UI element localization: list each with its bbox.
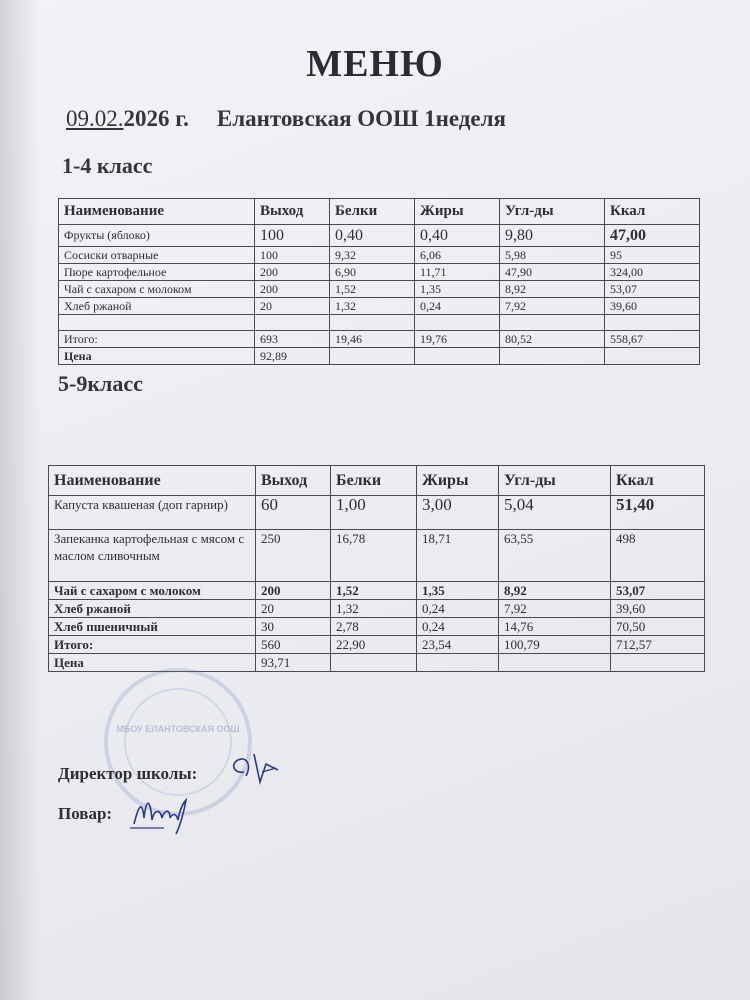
date-underlined: 09.02. <box>66 106 124 131</box>
table-header-row <box>59 199 700 225</box>
cell: 19,76 <box>415 331 500 348</box>
cell: 1,32 <box>331 600 417 618</box>
cell: 11,71 <box>415 264 500 281</box>
cell: 47,00 <box>605 225 700 247</box>
cell: 0,24 <box>417 600 499 618</box>
cell: 200 <box>255 281 330 298</box>
col-header: Жиры <box>417 466 499 496</box>
cell: 53,07 <box>605 281 700 298</box>
total-label: Итого: <box>59 331 255 348</box>
table-row <box>49 530 705 582</box>
stamp-text: МБОУ ЕЛАНТОВСКАЯ ООШ <box>116 724 240 734</box>
cell: 200 <box>255 264 330 281</box>
cell: 80,52 <box>500 331 605 348</box>
dish-name: Чай с сахаром с молоком <box>49 582 256 600</box>
empty-cell <box>255 315 330 331</box>
col-header: Угл-ды <box>500 199 605 225</box>
page-shadow <box>0 0 40 1000</box>
menu-table-5-9 <box>48 465 705 672</box>
empty-cell <box>331 654 417 672</box>
cell: 39,60 <box>611 600 705 618</box>
col-header: Выход <box>256 466 331 496</box>
cell: 19,46 <box>330 331 415 348</box>
menu-table-1-4 <box>58 198 700 365</box>
table-row <box>59 225 700 247</box>
school-name: Елантовская ООШ 1неделя <box>216 106 506 131</box>
table-row <box>49 582 705 600</box>
table-row <box>49 600 705 618</box>
dish-name: Запеканка картофельная с мясом с маслом сливочным <box>49 530 256 582</box>
cell: 100 <box>255 247 330 264</box>
cell: 0,24 <box>417 618 499 636</box>
class-label-1-4: 1-4 класс <box>62 153 153 178</box>
cell: 60 <box>256 496 331 530</box>
col-header: Белки <box>331 466 417 496</box>
cell: 63,55 <box>499 530 611 582</box>
cell: 6,06 <box>415 247 500 264</box>
cell: 70,50 <box>611 618 705 636</box>
dish-name: Сосиски отварные <box>59 247 255 264</box>
table-row-total <box>59 331 700 348</box>
cell: 0,24 <box>415 298 500 315</box>
cell: 8,92 <box>499 582 611 600</box>
cell: 1,35 <box>415 281 500 298</box>
col-header: Наименование <box>49 466 256 496</box>
empty-cell <box>605 315 700 331</box>
cell: 7,92 <box>500 298 605 315</box>
col-header: Ккал <box>611 466 705 496</box>
total-label: Итого: <box>49 636 256 654</box>
director-signature-label: Директор школы: <box>58 764 198 783</box>
cell: 5,98 <box>500 247 605 264</box>
empty-cell <box>415 315 500 331</box>
cell: 5,04 <box>499 496 611 530</box>
cell: 3,00 <box>417 496 499 530</box>
cell: 0,40 <box>330 225 415 247</box>
empty-cell <box>415 348 500 365</box>
table-row <box>59 298 700 315</box>
col-header: Жиры <box>415 199 500 225</box>
cell: 558,67 <box>605 331 700 348</box>
cell: 2,78 <box>331 618 417 636</box>
empty-cell <box>605 348 700 365</box>
cell: 1,52 <box>330 281 415 298</box>
table-row-price <box>59 348 700 365</box>
col-header: Белки <box>330 199 415 225</box>
cell: 250 <box>256 530 331 582</box>
cell: 95 <box>605 247 700 264</box>
table-row-total <box>49 636 705 654</box>
cell: 324,00 <box>605 264 700 281</box>
cell: 22,90 <box>331 636 417 654</box>
cell: 100,79 <box>499 636 611 654</box>
cell: 23,54 <box>417 636 499 654</box>
cell: 1,52 <box>331 582 417 600</box>
cell: 712,57 <box>611 636 705 654</box>
table-row <box>59 264 700 281</box>
cell: 51,40 <box>611 496 705 530</box>
table-header-row <box>49 466 705 496</box>
empty-cell <box>500 315 605 331</box>
dish-name: Хлеб пшеничный <box>49 618 256 636</box>
empty-cell <box>611 654 705 672</box>
table-row-empty <box>59 315 700 331</box>
col-header: Наименование <box>59 199 255 225</box>
price-label: Цена <box>49 654 256 672</box>
cell: 53,07 <box>611 582 705 600</box>
dish-name: Фрукты (яблоко) <box>59 225 255 247</box>
cell: 39,60 <box>605 298 700 315</box>
cell: 20 <box>255 298 330 315</box>
cell: 560 <box>256 636 331 654</box>
cell: 0,40 <box>415 225 500 247</box>
dish-name: Чай с сахаром с молоком <box>59 281 255 298</box>
cell: 1,00 <box>331 496 417 530</box>
empty-cell <box>330 315 415 331</box>
cell: 498 <box>611 530 705 582</box>
cell: 200 <box>256 582 331 600</box>
cell: 100 <box>255 225 330 247</box>
empty-cell <box>499 654 611 672</box>
menu-header <box>66 106 506 132</box>
table-row <box>49 496 705 530</box>
cook-signature-icon <box>128 788 194 836</box>
cell: 16,78 <box>331 530 417 582</box>
table-row <box>59 247 700 264</box>
cell: 20 <box>256 600 331 618</box>
empty-cell <box>500 348 605 365</box>
col-header: Угл-ды <box>499 466 611 496</box>
empty-cell <box>59 315 255 331</box>
price-value: 92,89 <box>255 348 330 365</box>
cell: 693 <box>255 331 330 348</box>
page-title: МЕНЮ <box>306 43 444 85</box>
price-value: 93,71 <box>256 654 331 672</box>
col-header: Ккал <box>605 199 700 225</box>
empty-cell <box>330 348 415 365</box>
table-row <box>59 281 700 298</box>
price-label: Цена <box>59 348 255 365</box>
empty-cell <box>417 654 499 672</box>
cell: 1,35 <box>417 582 499 600</box>
class-label-5-9: 5-9класс <box>58 371 143 396</box>
cell: 18,71 <box>417 530 499 582</box>
table-row <box>49 618 705 636</box>
table-row-price <box>49 654 705 672</box>
cell: 1,32 <box>330 298 415 315</box>
cell: 6,90 <box>330 264 415 281</box>
cell: 9,32 <box>330 247 415 264</box>
cell: 7,92 <box>499 600 611 618</box>
date-rest: 2026 г. <box>123 106 189 131</box>
director-signature-icon <box>226 742 286 788</box>
dish-name: Хлеб ржаной <box>59 298 255 315</box>
cell: 9,80 <box>500 225 605 247</box>
dish-name: Пюре картофельное <box>59 264 255 281</box>
dish-name: Капуста квашеная (доп гарнир) <box>49 496 256 530</box>
cell: 8,92 <box>500 281 605 298</box>
col-header: Выход <box>255 199 330 225</box>
cell: 47,90 <box>500 264 605 281</box>
cell: 14,76 <box>499 618 611 636</box>
cell: 30 <box>256 618 331 636</box>
dish-name: Хлеб ржаной <box>49 600 256 618</box>
cook-signature-label: Повар: <box>58 804 113 823</box>
